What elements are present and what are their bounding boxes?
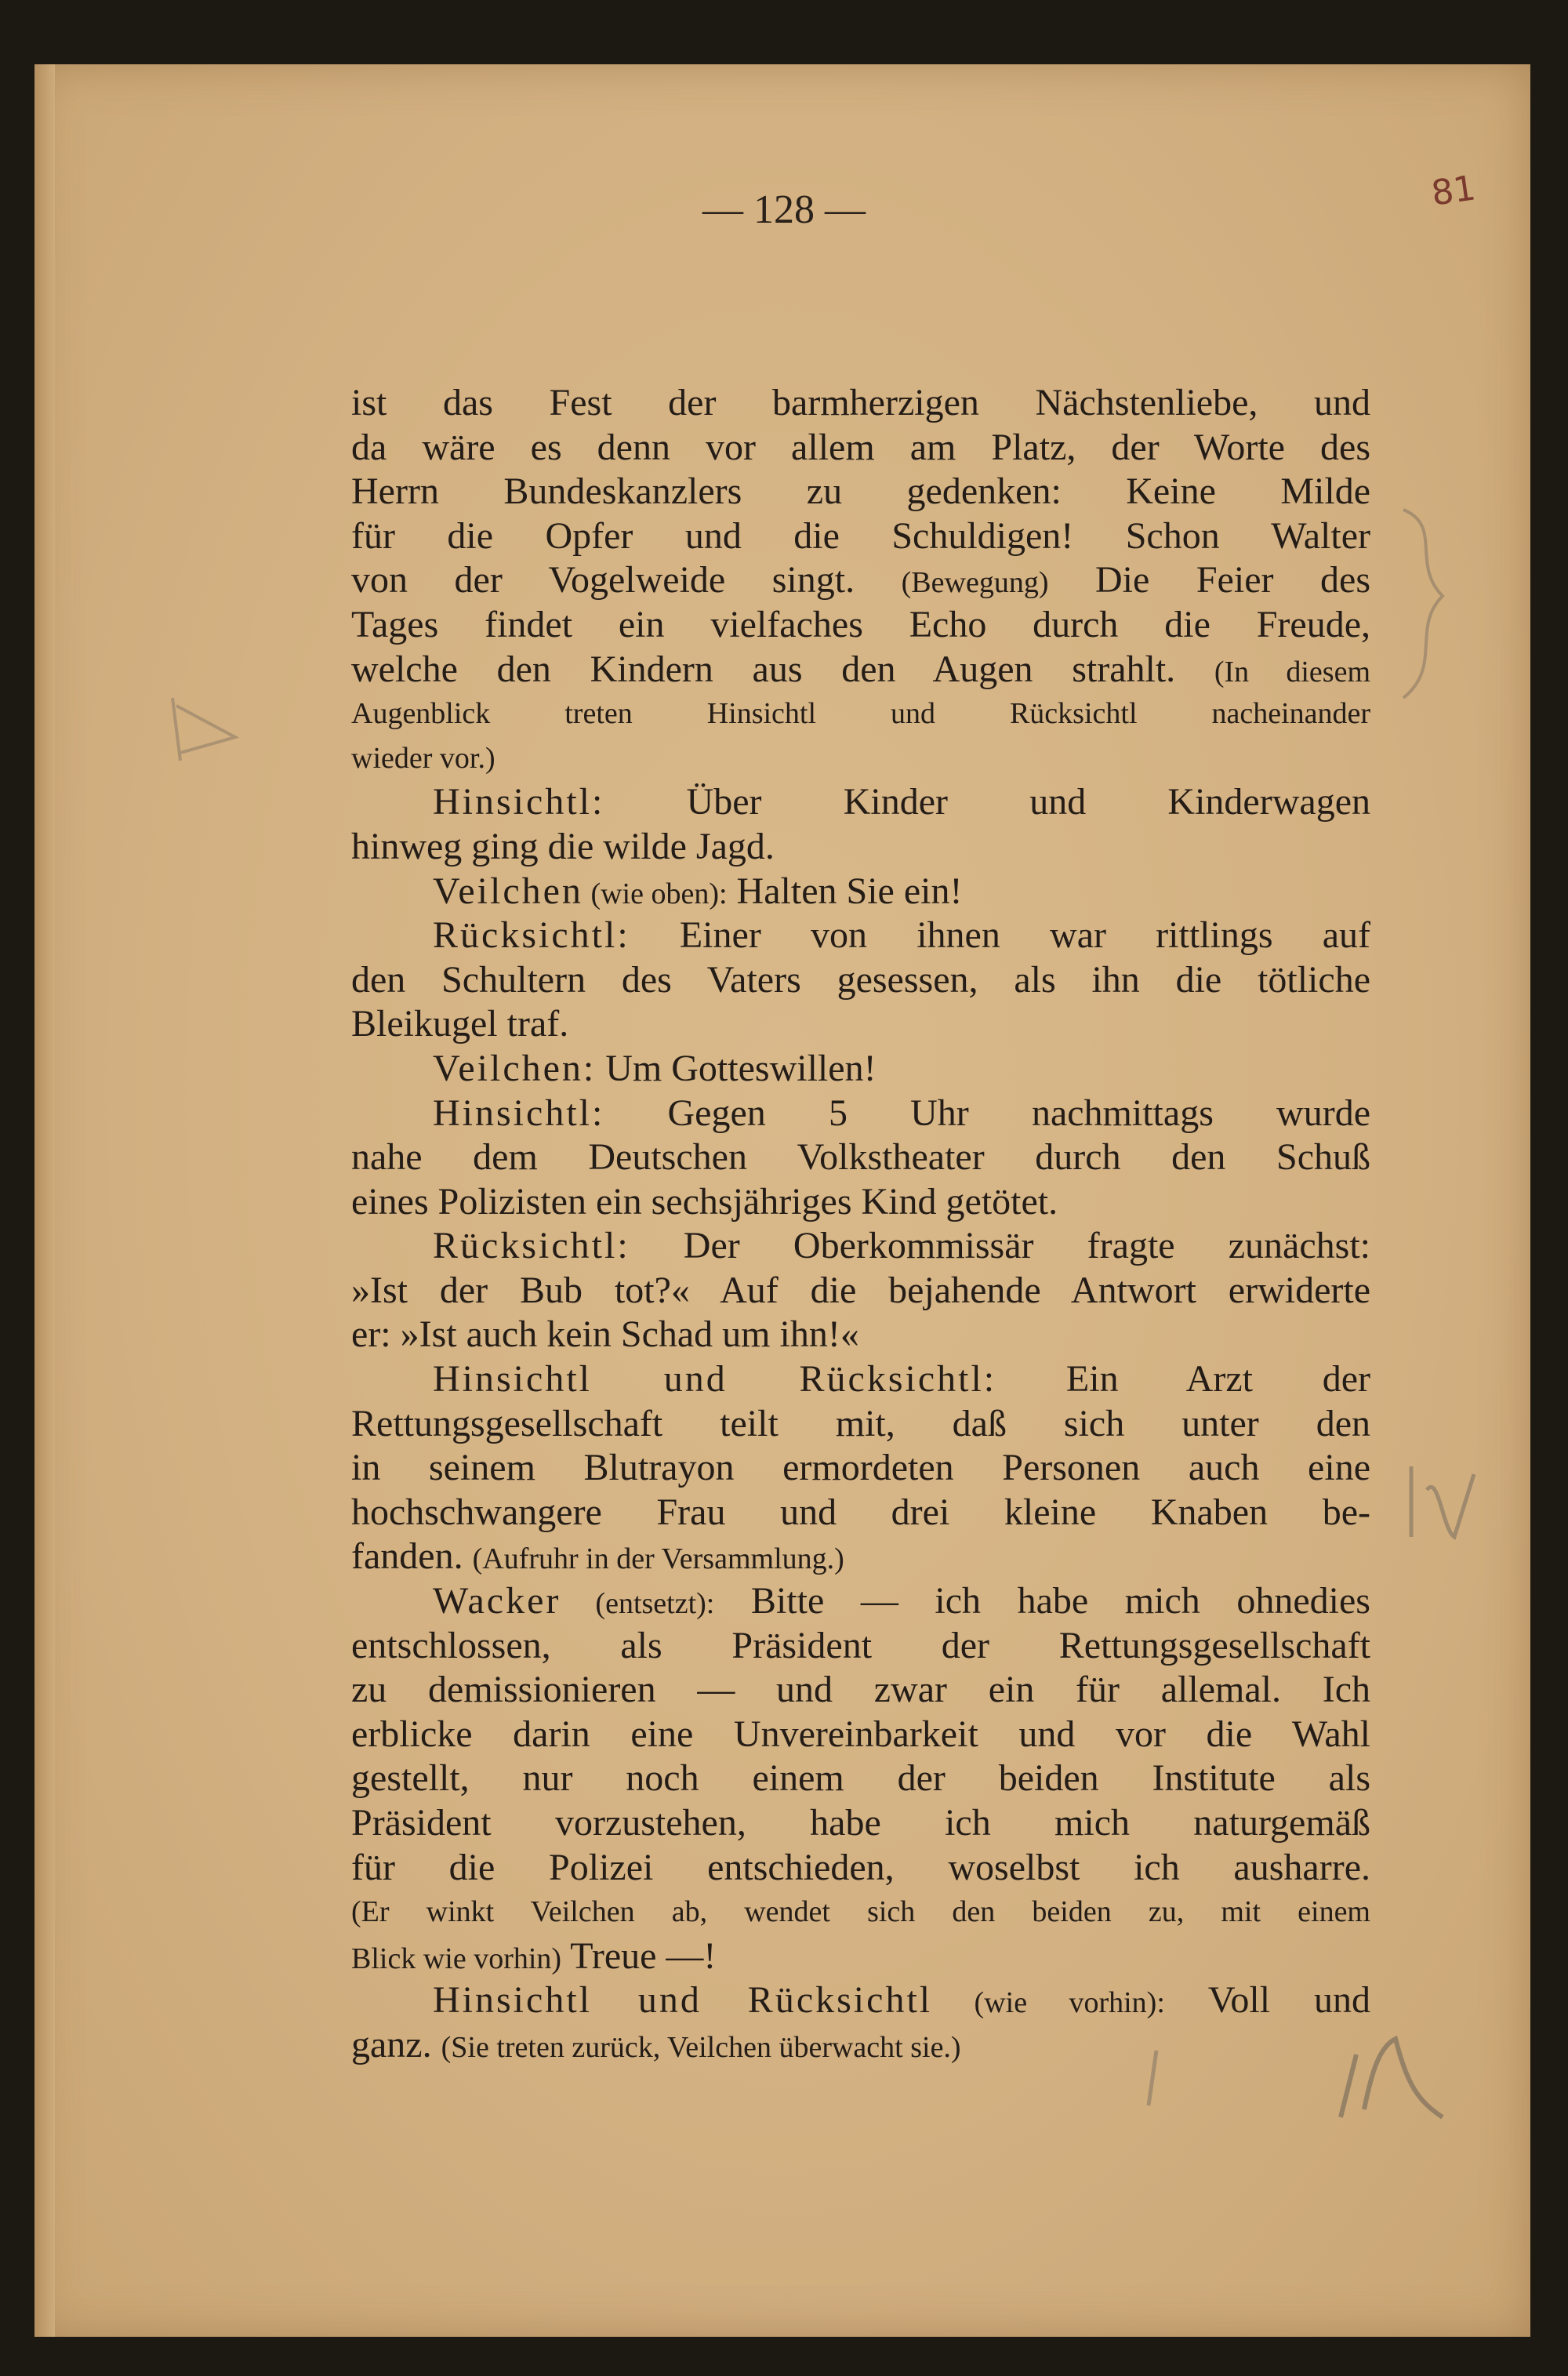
dialogue-line: Hinsichtl und Rücksichtl: Ein Arzt der — [433, 1358, 1371, 1401]
text-line: entschlossen, als Präsident der Rettungsgesellschaft — [351, 1624, 1370, 1666]
text-line: Präsident vorzustehen, habe ich mich naturgemäß — [351, 1802, 1370, 1844]
speaker-name: Wacker — [433, 1580, 561, 1622]
dialogue-line: Rücksichtl: Einer von ihnen war rittlings auf — [433, 914, 1370, 957]
speaker-name: Hinsichtl: — [433, 781, 605, 823]
stage-direction-line: Augenblick treten Hinsichtl und Rücksichtl nacheinander — [351, 697, 1370, 731]
text-line: hochschwangere Frau und drei kleine Knaben be- — [351, 1491, 1370, 1533]
stage-direction: (In diesem — [1214, 655, 1371, 688]
dialogue-line: Veilchen: Um Gotteswillen! — [433, 1047, 877, 1089]
text-line: für die Polizei entschieden, woselbst ich ausharre. — [351, 1846, 1370, 1888]
dialogue-line: Wacker (entsetzt): Bitte — ich habe mich ohnedies — [433, 1580, 1370, 1622]
margin-brace-mark — [1388, 502, 1466, 706]
speaker-name: Rücksichtl: — [433, 1225, 630, 1267]
stage-direction: (Bewegung) — [901, 566, 1049, 600]
page-edge — [34, 64, 55, 2337]
speaker-name: Rücksichtl: — [433, 914, 630, 957]
dialogue-line: Rücksichtl: Der Oberkommissär fragte zunächst: — [433, 1225, 1370, 1267]
speaker-name: Hinsichtl: — [433, 1092, 605, 1134]
speaker-name: Hinsichtl und Rücksichtl — [433, 1979, 933, 2022]
speaker-name: Veilchen: — [433, 1047, 597, 1089]
text-line: ist das Fest der barmherzigen Nächstenliebe, und — [351, 382, 1370, 423]
stage-direction-line: (Er winkt Veilchen ab, wendet sich den beiden zu, mit einem — [351, 1895, 1370, 1929]
text-line: hinweg ging die wilde Jagd. — [351, 825, 775, 867]
text-line: Herrn Bundeskanzlers zu gedenken: Keine Milde — [351, 470, 1370, 513]
text-line: von der Vogelweide singt. (Bewegung) Die Feier des — [351, 559, 1370, 601]
dialogue-line: Hinsichtl und Rücksichtl (wie vorhin): Voll und — [433, 1979, 1370, 2022]
stage-direction: (Aufruhr in der Versammlung.) — [472, 1542, 844, 1576]
text-line: den Schultern des Vaters gesessen, als ihn die tötliche — [351, 958, 1370, 1001]
stage-direction: (wie oben): — [583, 877, 728, 910]
speaker-name: Veilchen — [433, 870, 583, 912]
body-text — [351, 381, 1370, 2068]
margin-arrow-mark — [165, 690, 251, 768]
text-line: welche den Kindern aus den Augen strahlt. (In diesem — [351, 648, 1371, 690]
text-line: Bleikugel traf. — [351, 1003, 569, 1045]
text-line: er: »Ist auch kein Schad um ihn!« — [351, 1313, 859, 1356]
text-line: nahe dem Deutschen Volkstheater durch den Schuß — [351, 1136, 1370, 1179]
text-line: eines Polizisten ein sechsjähriges Kind getötet. — [351, 1180, 1058, 1223]
text-line: Tages findet ein vielfaches Echo durch die Freude, — [351, 603, 1370, 645]
text-line: da wäre es denn vor allem am Platz, der Worte des — [351, 426, 1370, 468]
stage-direction: Blick wie vorhin) — [351, 1942, 562, 1975]
dialogue-line: Hinsichtl: Gegen 5 Uhr nachmittags wurde — [433, 1092, 1370, 1134]
text-line: ganz. (Sie treten zurück, Veilchen überwacht sie.) — [351, 2023, 961, 2065]
text-line: Rettungsgesellschaft teilt mit, daß sich unter den — [351, 1402, 1370, 1444]
speaker-name: Hinsichtl und Rücksichtl: — [433, 1358, 997, 1401]
text-line: zu demissionieren — und zwar ein für allemal. Ich — [351, 1669, 1370, 1711]
page-number: — 128 — — [702, 187, 866, 232]
text-line: Blick wie vorhin) Treue —! — [351, 1935, 717, 1977]
stage-direction: (entsetzt): — [561, 1587, 715, 1621]
text-line: fanden. (Aufruhr in der Versammlung.) — [351, 1535, 844, 1578]
stage-direction-line: wieder vor.) — [351, 741, 495, 775]
stage-direction: (Sie treten zurück, Veilchen überwacht sie.) — [441, 2030, 961, 2064]
text-line: in seinem Blutrayon ermordeten Personen auch eine — [351, 1447, 1370, 1489]
dialogue-line: Hinsichtl: Über Kinder und Kinderwagen — [433, 781, 1370, 823]
text-line: gestellt, nur noch einem der beiden Institute als — [351, 1757, 1370, 1800]
dialogue-line: Veilchen (wie oben): Halten Sie ein! — [433, 870, 963, 912]
stage-direction: (wie vorhin): — [932, 1986, 1165, 2020]
text-line: erblicke darin eine Unvereinbarkeit und vor die Wahl — [351, 1713, 1370, 1755]
margin-pencil-mark — [1396, 1459, 1490, 1545]
folio-annotation: 81 — [1428, 168, 1479, 214]
text-line: »Ist der Bub tot?« Auf die bejahende Antwort erwiderte — [351, 1269, 1370, 1311]
text-line: für die Opfer und die Schuldigen! Schon Walter — [351, 514, 1370, 557]
